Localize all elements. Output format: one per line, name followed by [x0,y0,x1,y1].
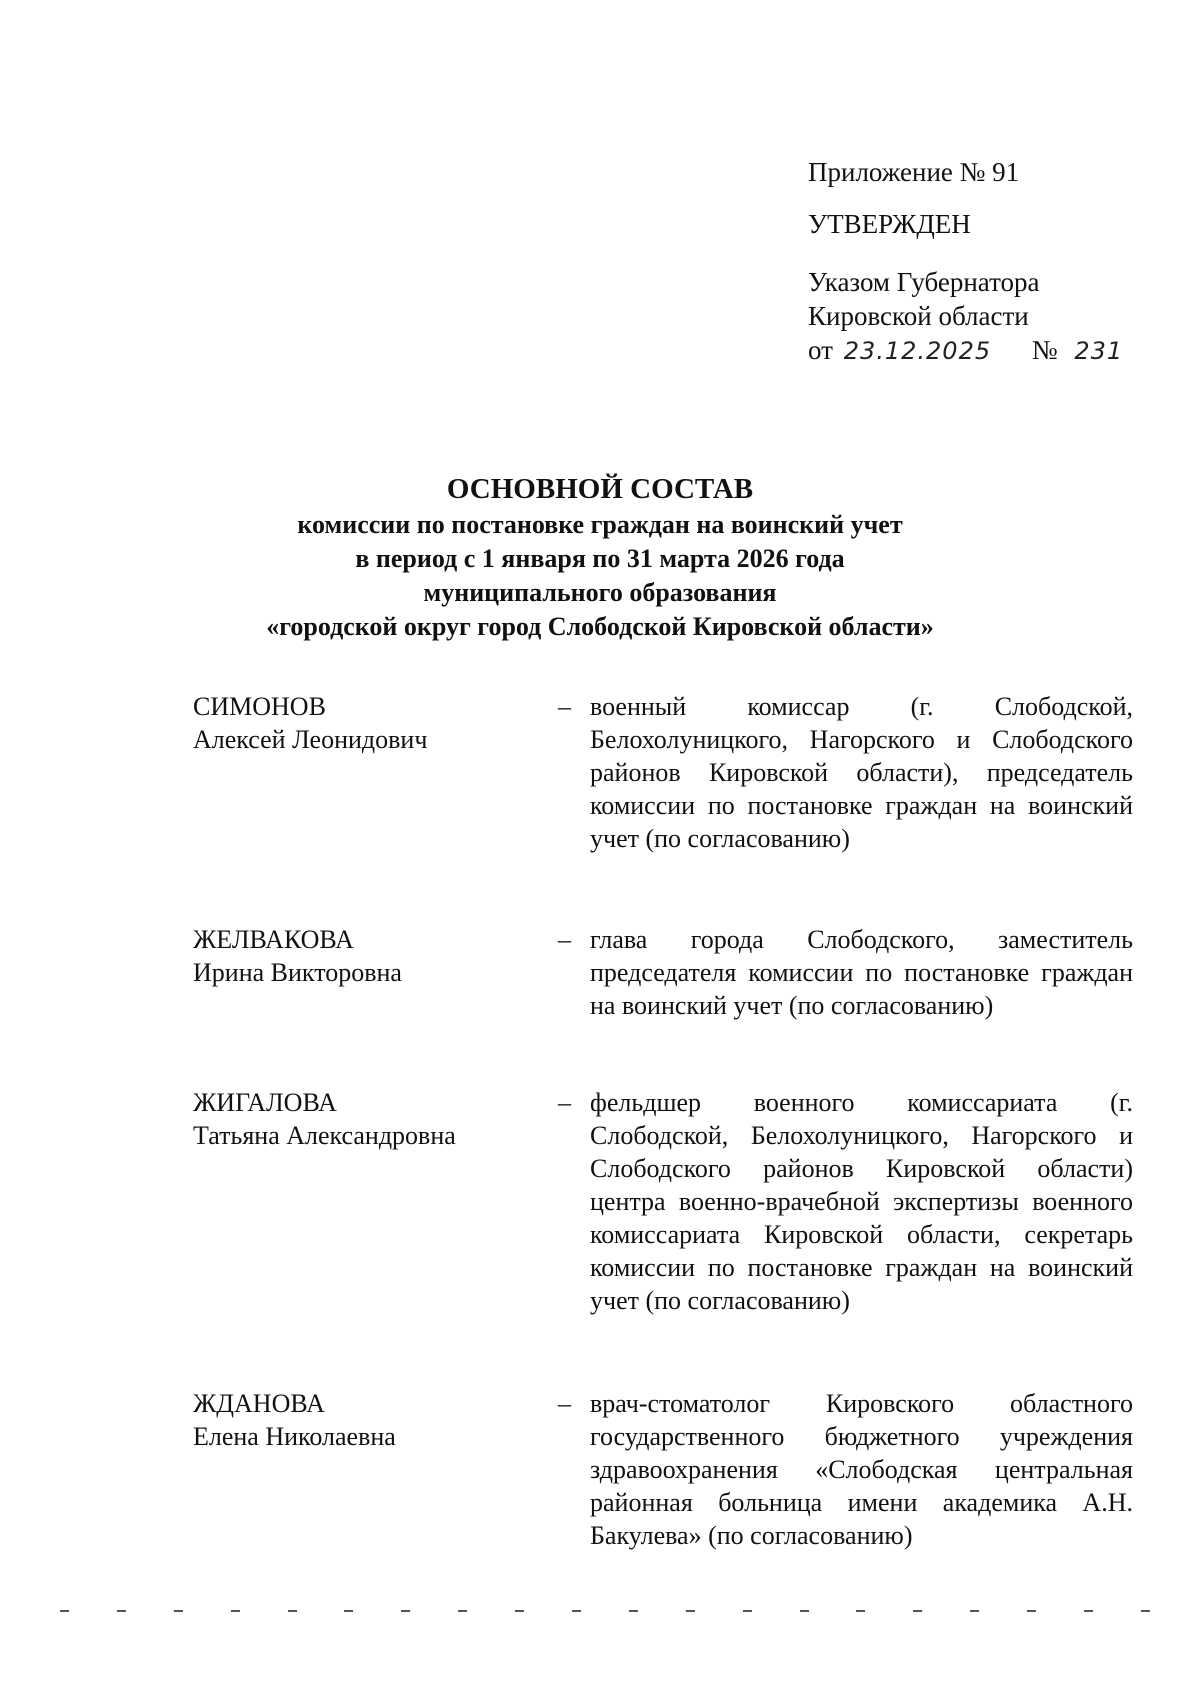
approved-label: УТВЕРЖДЕН [808,209,971,239]
number-prefix: № [1031,335,1058,365]
member-name [193,923,558,1022]
member-role: фельдшер военного комиссариата (г. Слободской, Белохолуницкого, Нагорского и Слободского районов Кировской области) центра военно-врачебной экспертизы военного комиссариата Кировской области, секретарь комиссии по постановке граждан на воинский учет (по согласованию) [590,1088,1133,1315]
title-line-1: комиссии по постановке граждан на воинский учет [297,510,903,539]
handwritten-date: 23.12.2025 [843,337,992,365]
member-entry [193,1387,1133,1552]
member-entry [193,690,1133,855]
member-entry [193,923,1133,1022]
decree-date-number-line [808,333,1148,368]
title-line-4: «городской округ город Слободской Кировской области» [266,612,934,641]
member-surname: ЖИГАЛОВА [193,1088,337,1117]
member-dash: – [558,692,571,721]
approval-block [808,155,1148,368]
from-prefix: от [808,335,833,365]
member-role: военный комиссар (г. Слободской, Белохолуницкого, Нагорского и Слободского районов Кировской области), председатель комиссии по постановке граждан на воинский учет (по согласованию) [590,692,1133,853]
title-line-3: муниципального образования [423,578,777,607]
member-role: врач-стоматолог Кировского областного государственного бюджетного учреждения здравоохранения «Слободская центральная районная больница имени академика А.Н. Бакулева» (по согласованию) [590,1389,1133,1550]
member-given-name: Татьяна Александровна [193,1121,456,1150]
member-surname: ЖДАНОВА [193,1389,325,1418]
member-surname: СИМОНОВ [193,692,326,721]
member-list [193,690,1133,1552]
member-dash: – [558,1389,571,1418]
title-line-2: в период с 1 января по 31 марта 2026 года [355,544,845,573]
decree-line-1: Указом Губернатора [808,267,1040,297]
member-given-name: Елена Николаевна [193,1422,396,1451]
member-name [193,1086,558,1317]
member-role: глава города Слободского, заместитель председателя комиссии по постановке граждан на воинский учет (по согласованию) [590,925,1133,1020]
member-dash: – [558,925,571,954]
member-given-name: Ирина Викторовна [193,958,402,987]
member-given-name: Алексей Леонидович [193,725,428,754]
scan-artifact-marks [60,1610,1150,1614]
member-name [193,1387,558,1552]
member-dash: – [558,1088,571,1117]
appendix-number: Приложение № 91 [808,157,1020,187]
decree-line-2: Кировской области [808,301,1029,331]
member-name [193,690,558,855]
member-surname: ЖЕЛВАКОВА [193,925,354,954]
document-title [0,470,1200,644]
title-main: ОСНОВНОЙ СОСТАВ [446,473,754,505]
member-entry [193,1086,1133,1317]
handwritten-number: 231 [1074,337,1124,365]
